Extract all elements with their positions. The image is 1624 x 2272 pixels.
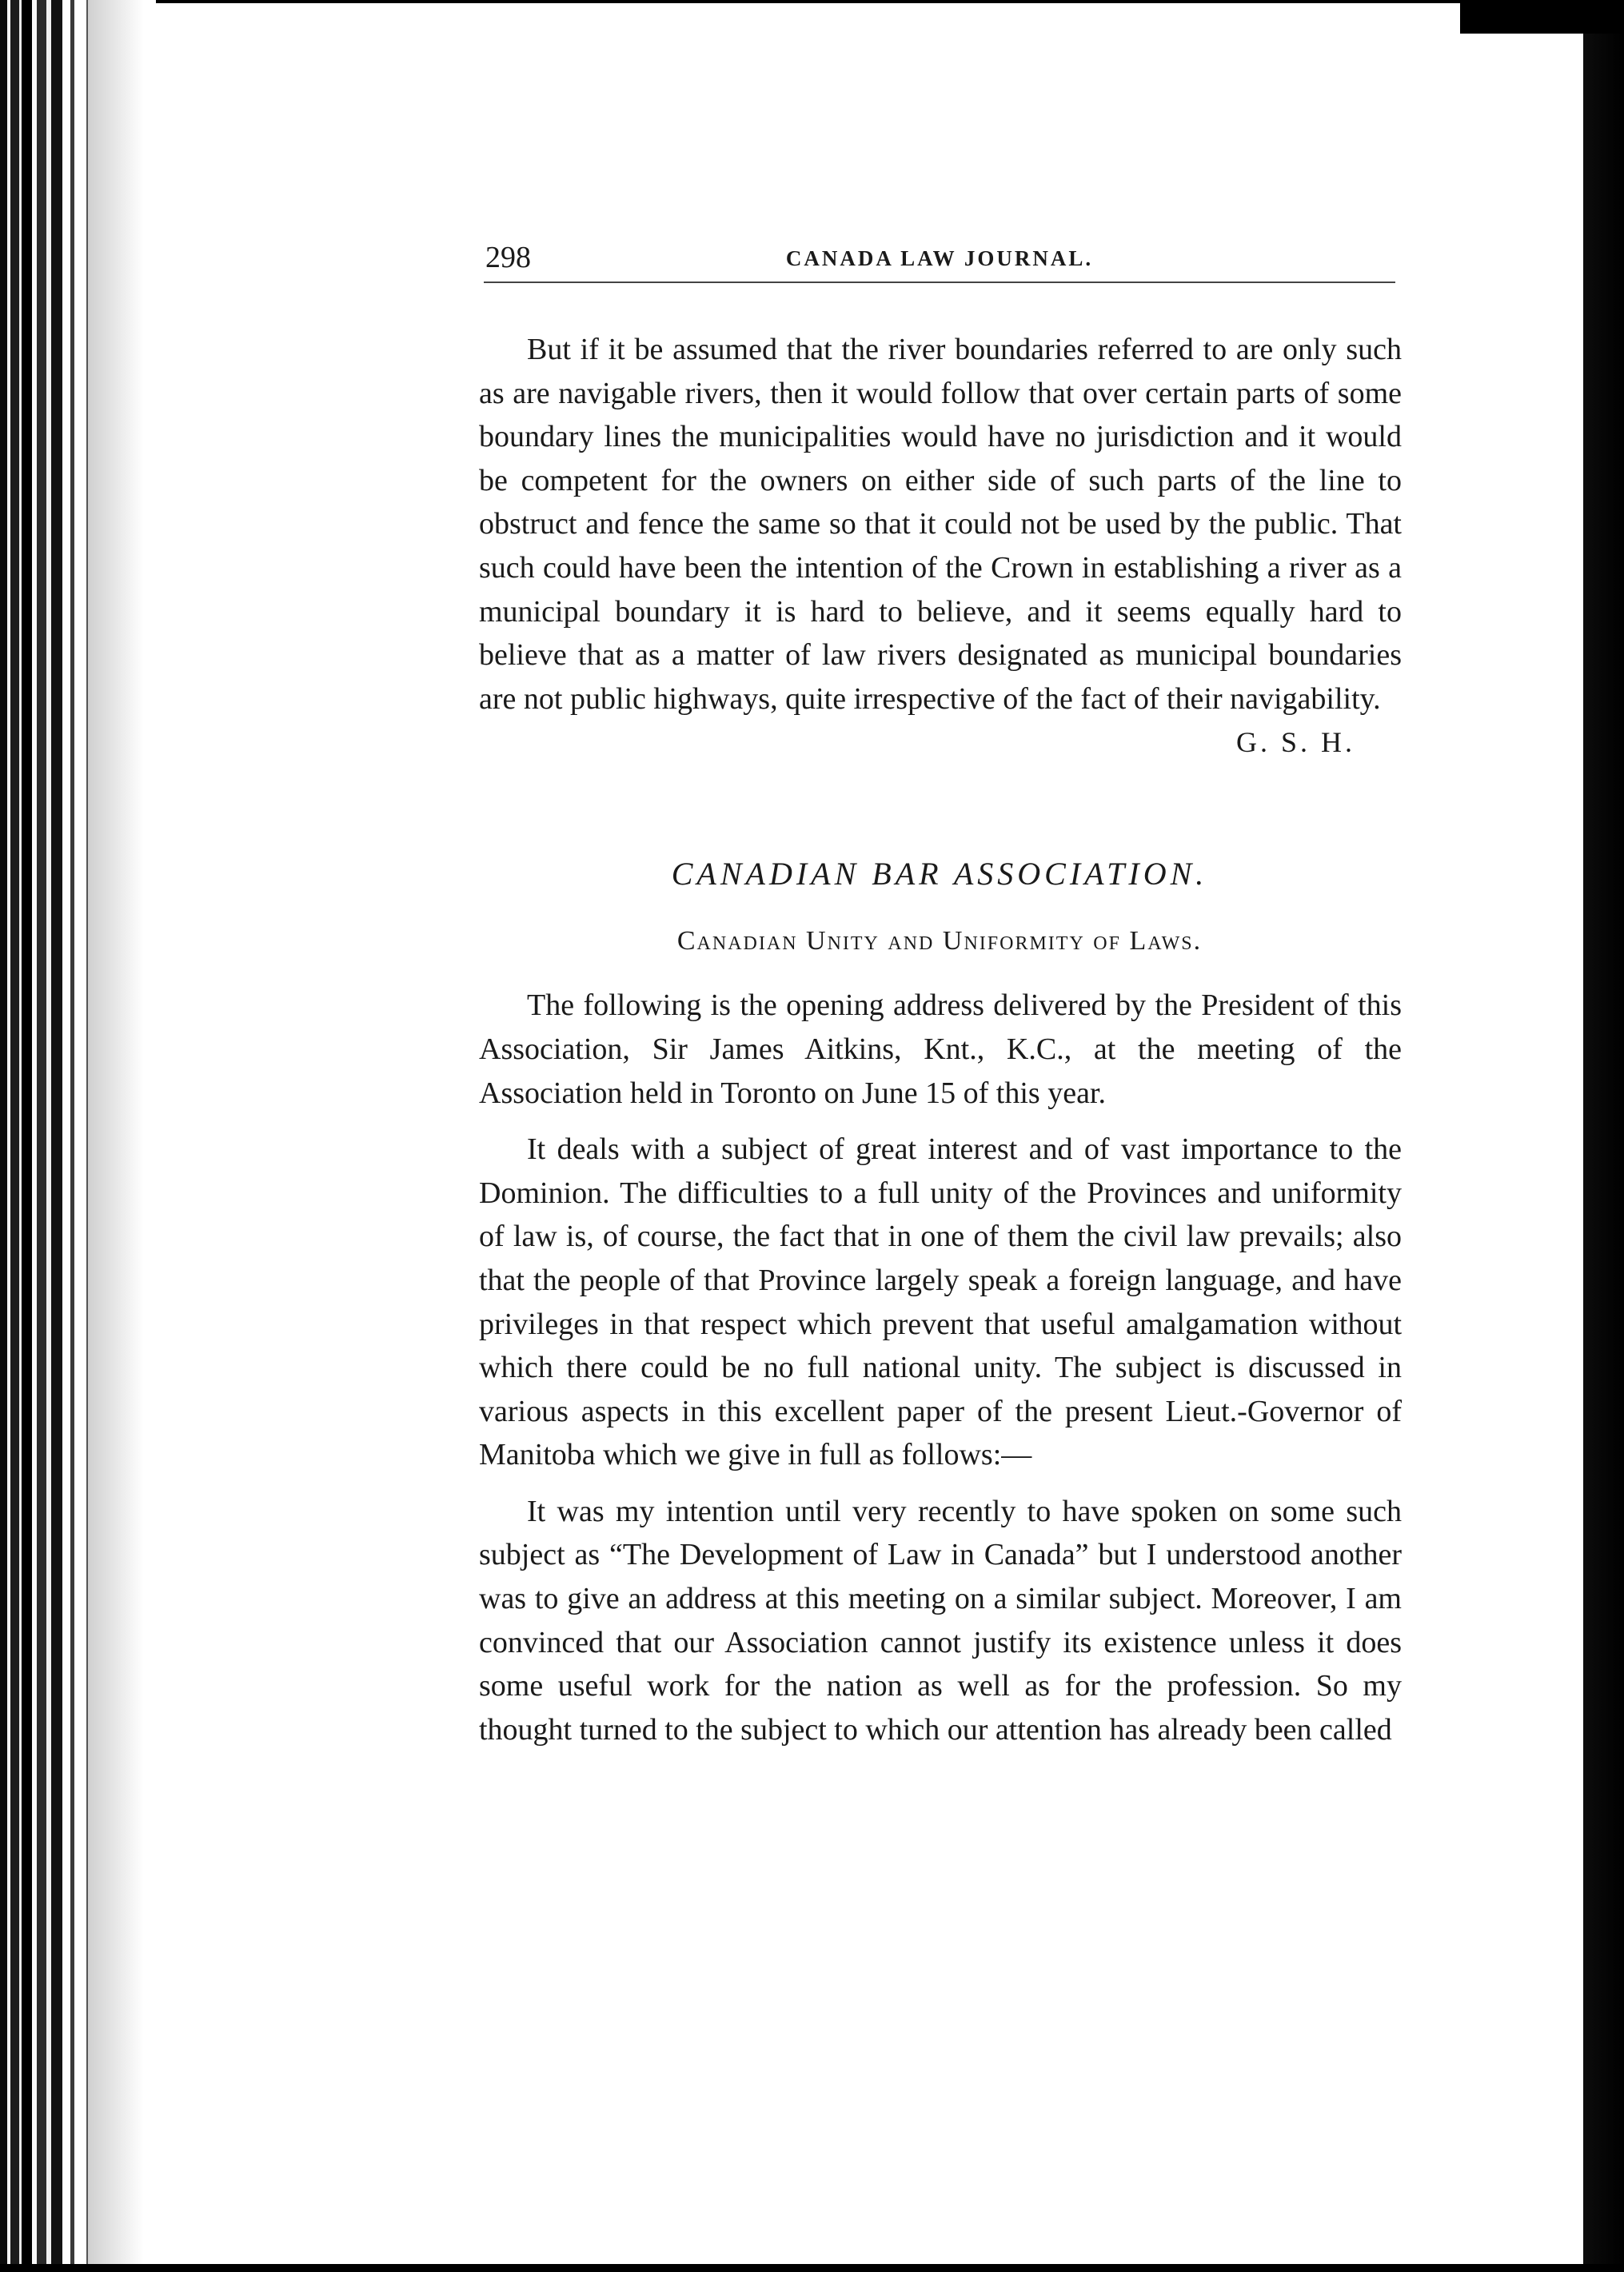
journal-title: CANADA LAW JOURNAL. bbox=[785, 246, 1094, 270]
section-subtitle: Canadian Unity and Uniformity of Laws. bbox=[676, 926, 1203, 956]
scan-right-top-corner bbox=[1460, 0, 1624, 34]
section-paragraph-summary: It deals with a subject of great interest and of vast importance to the Dominion. The difficulties to a full unity of the Provinces and uniformity of law is, of course, the fact that in one of them the civil law prevails; also that the people of that Province largely speak a foreign language, and have privileges in that respect which prevent that useful amalgamation without which there could be no full national unity. The subject is discussed in various aspects in this excellent paper of the present Lieut.-Governor of Manitoba which we give in full as follows:— bbox=[479, 1132, 1402, 1472]
author-initials: G. S. H. bbox=[1235, 726, 1355, 759]
section-title: CANADIAN BAR ASSOCIATION. bbox=[671, 856, 1208, 892]
running-head bbox=[476, 232, 1403, 280]
section-paragraph-address: It was my intention until very recently to have spoken on some such subject as “The Development of Law in Canada” but I understood another was to give an address at this meeting on a similar subject. Moreover, I am convinced that our Association cannot justify its existence unless it does some useful work for the nation as well as for the profession. So my thought turned to the subject to which our attention has already been called bbox=[479, 1494, 1402, 1747]
scan-binding-shadow bbox=[88, 0, 144, 2272]
header-rule bbox=[484, 282, 1395, 283]
scan-top-edge bbox=[156, 0, 1467, 3]
scan-bottom-edge bbox=[0, 2264, 1624, 2272]
journal-page bbox=[476, 232, 1403, 1751]
page-number: 298 bbox=[485, 241, 531, 274]
scan-binding-right-edge bbox=[1548, 0, 1624, 2272]
section-paragraph-intro: The following is the opening address delivered by the President of this Association, Sir James Aitkins, Knt., K.C., at the meeting of the Association held in Toronto on June 15 of this year. bbox=[479, 988, 1402, 1110]
article-closing-paragraph: But if it be assumed that the river boundaries referred to are only such as are navigable rivers, then it would follow that over certain parts of some boundary lines the municipalities would have no jurisdiction and it would be competent for the owners on either side of such parts of the line to obstruct and fence the same so that it could not be used by the public. That such could have been the intention of the Crown in establishing a river as a municipal boundary it is hard to believe, and it seems equally hard to believe that as a matter of law rivers designated as municipal boundaries are not public highways, quite irrespective of the fact of their navigability. bbox=[479, 333, 1402, 716]
